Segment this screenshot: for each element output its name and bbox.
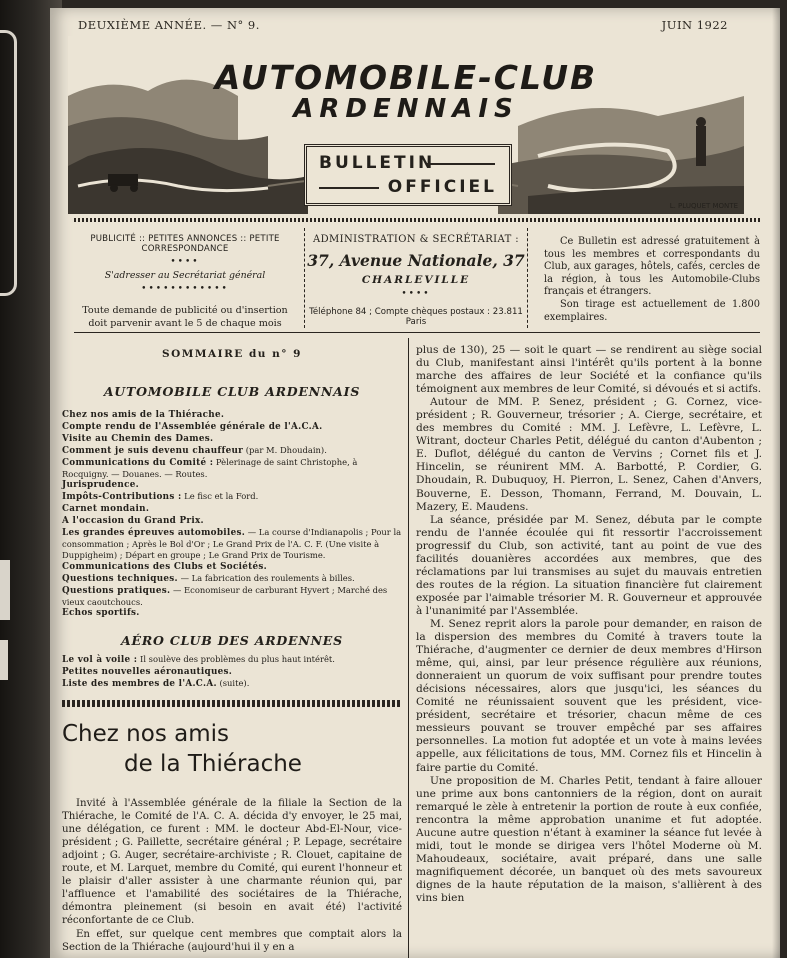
ornament: ••••••••••••: [141, 284, 229, 294]
toc-item: [62, 678, 402, 690]
bulletin-label: BULLETIN: [319, 153, 436, 173]
toc-item: [62, 457, 402, 480]
toc-item: [62, 585, 402, 608]
toc-item-title: Jurisprudence.: [62, 480, 140, 491]
toc-item-detail: — La course d'Indianapolis ; Pour la consommation ; Après le Bol d'Or ; Le Grand Prix de l'A. C. F. (Une visite à Duppigheim) ; Départ en groupe ; Le Grand Prix de Tourisme.: [62, 527, 402, 560]
masthead-subtitle: ARDENNAIS: [293, 94, 519, 124]
article-title-line: Chez nos amis: [62, 721, 229, 748]
circulation-text: Son tirage est actuellement de 1.800 exemplaires.: [544, 298, 760, 323]
toc-list-aero: [62, 654, 402, 690]
officiel-label: OFFICIEL: [387, 177, 497, 197]
sommaire-title: SOMMAIRE du n° 9: [162, 348, 302, 360]
toc-item-title: Petites nouvelles aéronautiques.: [62, 667, 233, 678]
article-paragraph: En effet, sur quelque cent membres que comptait alors la Section de la Thiérache (aujourd'hui il y en a: [62, 928, 402, 953]
toc-item: [62, 479, 402, 491]
toc-item-title: Compte rendu de l'Assemblée générale de l'A.C.A.: [62, 421, 323, 432]
binding-mark: [0, 560, 10, 620]
artist-credit: L. PLUQUET MONTE: [669, 202, 738, 210]
bulletin-officiel-box: [304, 144, 512, 206]
article-paragraph: La séance, présidée par M. Senez, débuta par le compte rendu de l'année écoulée qui fit ressortir l'accroissement progressif du Club, son activité, tant au point de vue des facilités douanières accordées aux membres, que des réclamations par lui transmises au sujet du mauvais entretien des routes de la région. La situation financière fut clairement exposée par l'aimable trésorier M. R. Gouverneur et approuvée à l'unanimité par l'Assemblée.: [416, 513, 762, 617]
section-title-aca: AUTOMOBILE CLUB ARDENNAIS: [103, 384, 361, 399]
admin-label: ADMINISTRATION & SECRÉTARIAT :: [312, 234, 520, 245]
toc-item-title: Les grandes épreuves automobiles.: [62, 528, 246, 539]
admin-city: CHARLEVILLE: [361, 274, 471, 286]
info-bar: [74, 228, 760, 328]
toc-item-detail: (par M. Dhoudain).: [243, 444, 327, 455]
ornament: ••••: [170, 257, 200, 267]
toc-item: [62, 445, 402, 457]
toc-item: [62, 573, 402, 585]
services-line: PUBLICITÉ :: PETITES ANNONCES :: PETITE CORRESPONDANCE: [90, 234, 280, 254]
ornament: ••••: [401, 289, 431, 299]
page-edge-shadow: [772, 8, 780, 958]
running-header: [78, 18, 728, 34]
distribution-text: Ce Bulletin est adressé gratuitement à tous les membres et correspondants du Club, aux garages, hôtels, cafés, cercles de la région, à tous les Automobile-Clubs français et étrangers.: [544, 236, 760, 298]
toc-item-detail: — Economiseur de carburant Hyvert ; Marché des vieux caoutchoucs.: [62, 584, 388, 607]
bulletin-page: [50, 8, 780, 958]
article-body-right: [416, 344, 762, 905]
article-paragraph: Une proposition de M. Charles Petit, tendant à faire allouer une prime aux bons cantonniers de la région, dont on aurait remarqué le zèle à entretenir la portion de route à eux confiée, rencontra la même approbation unanime et fut adoptée. Aucune autre question n'étant à examiner la séance fut levée à midi, tout le monde se dirigea vers l'hôtel Moderne où M. Mahoudeaux, sociétaire, avait préparé, dans une salle magnifiquement décorée, un banquet où des mets savoureux dignes de la haute réputation de la maison, s'allièrent à des vins bien: [416, 774, 762, 904]
bulletin-rule: [427, 163, 495, 165]
toc-item-title: Echos sportifs.: [62, 608, 140, 619]
column-rule: [408, 338, 409, 958]
toc-item-title: Comment je suis devenu chauffeur: [62, 445, 244, 456]
article-paragraph: Autour de MM. P. Senez, président ; G. Cornez, vice-président ; R. Gouverneur, trésorier ; A. Cierge, secrétaire, et des membres du Comité : MM. J. Lefèvre, L. Lefèvre, L. Witrant, docteur Charles Petit, délégué du canton d'Aubenton ; E. Duflot, délégué du canton de Vervins ; Cornet fils et J. Hincelin, se réunirent MM. A. Barbotté, P. Cordier, G. Dhoudain, R. Dubuquoy, H. Pierron, L. Senez, Cahen d'Anvers, Bouverne, E. Desson, Thomann, Ferrand, M. Douvain, L. Mazery, E. Maudens.: [416, 396, 762, 513]
masthead-title: AUTOMOBILE-CLUB: [214, 58, 598, 97]
toc-item: [62, 421, 402, 433]
toc-item-title: Communications des Clubs et Sociétés.: [62, 561, 268, 572]
toc-item: [62, 654, 402, 666]
toc-item-title: Le vol à voile :: [62, 655, 138, 666]
toc-item: [62, 491, 402, 503]
toc-item-title: A l'occasion du Grand Prix.: [62, 516, 204, 527]
toc-item-title: Communications du Comité :: [62, 457, 214, 468]
toc-item-detail: Il soulève des problèmes du plus haut intérêt.: [137, 654, 335, 665]
article-title-line: de la Thiérache: [124, 751, 302, 778]
toc-item-title: Impôts-Contributions :: [62, 492, 182, 503]
toc-item-title: Questions techniques.: [62, 573, 178, 584]
binding-ring: [0, 30, 17, 296]
binding-mark: [0, 640, 8, 680]
advertising-info: [74, 228, 296, 328]
divider: [74, 332, 760, 333]
toc-item-title: Visite au Chemin des Dames.: [62, 433, 214, 444]
distribution-info: [534, 228, 760, 328]
toc-item: [62, 515, 402, 527]
admin-contact: Téléphone 84 ; Compte chèques postaux : 23.811 Paris: [309, 307, 523, 327]
deadline-note: Toute demande de publicité ou d'insertion doit parvenir avant le 5 de chaque mois: [82, 305, 288, 329]
issue-number: DEUXIÈME ANNÉE. — N° 9.: [78, 18, 260, 32]
toc-item-detail: Le fisc et la Ford.: [181, 491, 259, 502]
toc-item: [62, 607, 402, 619]
toc-item-detail: — La fabrication des roulements à billes.: [177, 572, 355, 583]
dotted-divider: [74, 218, 760, 222]
toc-item-title: Questions pratiques.: [62, 585, 171, 596]
toc-item-detail: Pèlerinage de saint Christophe, à Rocquigny. — Douanes. — Routes.: [62, 456, 358, 479]
toc-item: [62, 561, 402, 573]
toc-item-title: Chez nos amis de la Thiérache.: [62, 410, 225, 420]
section-title-aero: AÉRO CLUB DES ARDENNES: [121, 633, 343, 649]
admin-address: 37, Avenue Nationale, 37: [307, 251, 525, 270]
toc-item: [62, 666, 402, 678]
administration-info: [304, 228, 528, 328]
masthead: [68, 36, 744, 214]
bulletin-rule: [319, 187, 379, 189]
toc-item: [62, 527, 402, 561]
article-paragraph: plus de 130), 25 — soit le quart — se rendirent au siège social du Club, manifestant ainsi l'intérêt qu'ils portent à la bonne marche des affaires de leur Société et la confiance qu'ils témoignent aux membres de leur Comité, si dévoués et si actifs.: [416, 344, 762, 396]
issue-date: JUIN 1922: [661, 18, 728, 32]
article-paragraph: M. Senez reprit alors la parole pour demander, en raison de la dispersion des membres du Comité à travers toute la Thiérache, d'augmenter ce dernier de deux membres d'Hirson même, qui, ainsi, par leur présence régulière aux réunions, donneraient un quorum de voix suffisant pour prendre toutes décisions nécessaires, alors que jusqu'ici, les séances du Comité ne réunissaient souvent que les président, vice-président, secrétaire et trésorier, chacun même de ces messieurs pouvant se trouver empêché par ses affaires personnelles. La motion fut adoptée et un vote à mains levées appelle, aux félicitations de tous, MM. Cornez fils et Hincelin à faire partie du Comité.: [416, 617, 762, 774]
toc-list-aca: [62, 409, 402, 619]
article-paragraph: Invité à l'Assemblée générale de la filiale la Section de la Thiérache, le Comité de l'A. C. A. décida d'y envoyer, le 25 mai, une délégation, ce furent : MM. le docteur Abd-El-Nour, vice-président ; G. Paillette, secrétaire général ; P. Lepage, secrétaire adjoint ; G. Auger, secrétaire-archiviste ; R. Clouet, capitaine de route, et M. Larquet, membre du Comité, qui eurent l'honneur et le plaisir d'aller assister à une charmante réunion qui, par l'affluence et l'amabilité des sociétaires de la Thiérache, démontra pleinement (si besoin en avait été) l'activité réconfortante de ce Club.: [62, 798, 402, 927]
article-title: [62, 719, 402, 779]
left-column: [62, 344, 402, 954]
toc-item: [62, 409, 402, 421]
toc-item-title: Carnet mondain.: [62, 504, 150, 515]
toc-item: [62, 503, 402, 515]
article-body-left: [62, 797, 402, 954]
address-note: S'adresser au Secrétariat général: [104, 270, 266, 281]
toc-item-detail: (suite).: [216, 678, 250, 689]
thick-divider: [62, 700, 402, 707]
toc-item: [62, 433, 402, 445]
toc-item-title: Liste des membres de l'A.C.A.: [62, 679, 217, 690]
